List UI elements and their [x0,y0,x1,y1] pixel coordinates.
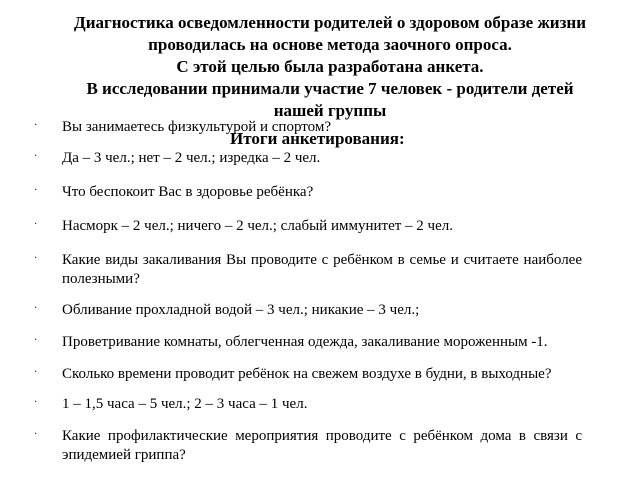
list-item [34,301,582,320]
list-item [34,395,582,414]
bullet-icon: · [34,253,38,264]
item-text: Обливание прохладной водой – 3 чел.; никакие – 3 чел.; [62,302,420,318]
list-item [34,183,582,202]
bullet-icon: · [34,219,38,230]
slide-header [40,12,620,122]
item-text: Проветривание комнаты, облегченная одежда, закаливание мороженным -1. [62,334,548,350]
header-line-3: С этой целью была разработана анкета. [176,57,484,76]
list-item [34,365,582,384]
bullet-icon: · [34,367,38,378]
item-text: 1 – 1,5 часа – 5 чел.; 2 – 3 часа – 1 чел. [62,396,308,412]
list-item [34,427,582,465]
results-title: Итоги анкетирования: [230,129,405,148]
list-item [34,333,582,352]
header-line-2: проводилась на основе метода заочного опроса. [148,35,512,54]
header-line-4: В исследовании принимали участие 7 человек - родители детей [86,79,574,98]
bullet-icon: · [34,303,38,314]
bullet-icon: · [34,151,38,162]
list-item [34,217,582,236]
item-text: Насморк – 2 чел.; ничего – 2 чел.; слабый иммунитет – 2 чел. [62,218,453,234]
bullet-icon: · [34,120,38,131]
header-line-5: нашей группы [273,101,387,120]
bullet-icon: · [34,185,38,196]
survey-items-list [34,118,582,465]
item-text: Какие профилактические мероприятия проводите с ребёнком дома в связи с эпидемией гриппа? [62,428,582,463]
list-item [34,149,582,168]
item-text: Вы занимаетесь физкультурой и спортом? [62,119,331,135]
list-item [34,251,582,289]
item-text: Какие виды закаливания Вы проводите с ребёнком в семье и считаете наиболее полезными? [62,252,582,287]
item-text: Сколько времени проводит ребёнок на свежем воздухе в будни, в выходные? [62,366,552,382]
list-item [34,118,582,137]
item-text: Да – 3 чел.; нет – 2 чел.; изредка – 2 чел. [62,150,321,166]
bullet-icon: · [34,335,38,346]
header-line-1: Диагностика осведомленности родителей о здоровом образе жизни [74,13,586,32]
bullet-icon: · [34,429,38,440]
bullet-icon: · [34,397,38,408]
item-text: Что беспокоит Вас в здоровье ребёнка? [62,184,314,200]
